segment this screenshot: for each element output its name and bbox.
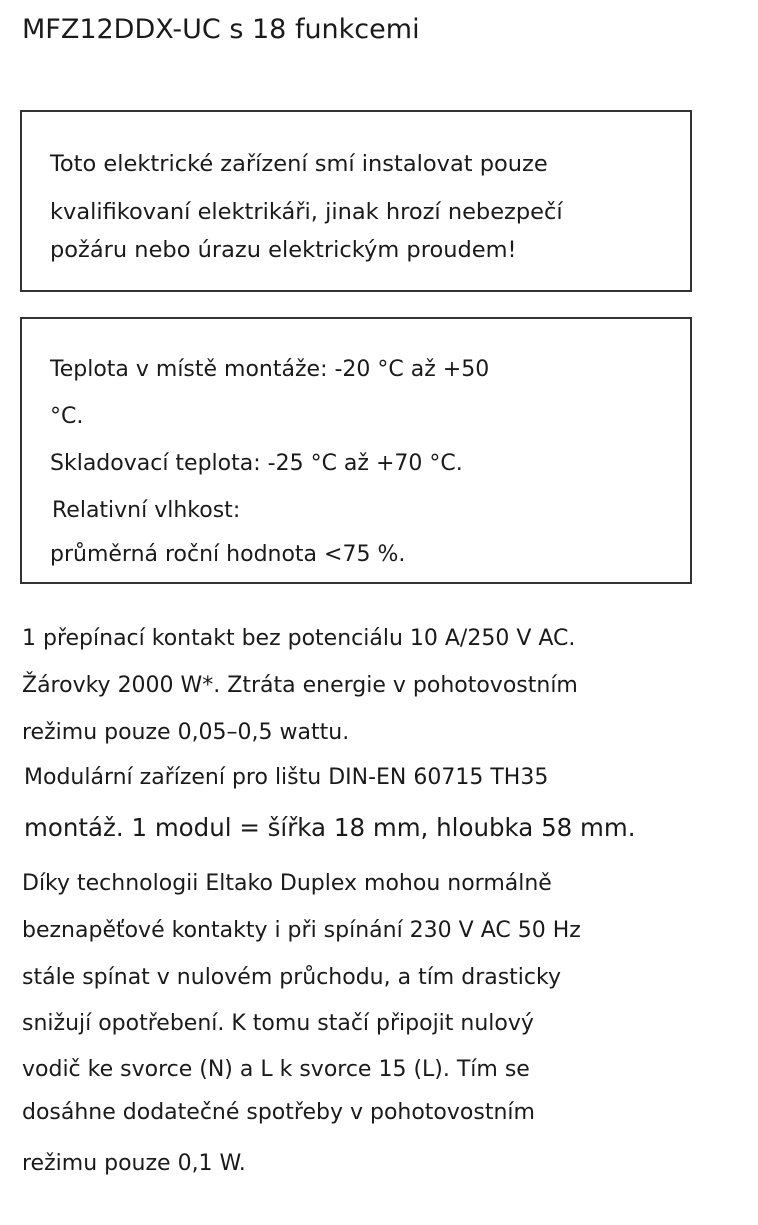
body-line: Modulární zařízení pro lištu DIN-EN 60715 TH35 — [24, 765, 549, 790]
conditions-line: Relativní vlhkost: — [52, 498, 241, 523]
warning-line: Toto elektrické zařízení smí instalovat pouze — [50, 151, 548, 177]
conditions-line: Skladovací teplota: -25 °C až +70 °C. — [50, 451, 463, 476]
warning-line: požáru nebo úrazu elektrickým proudem! — [50, 237, 517, 263]
body-line: stále spínat v nulovém průchodu, a tím drasticky — [22, 965, 561, 990]
body-line: Díky technologii Eltako Duplex mohou normálně — [22, 871, 552, 896]
body-line: vodič ke svorce (N) a L k svorce 15 (L). Tím se — [22, 1057, 530, 1082]
body-line: snižují opotřebení. K tomu stačí připojit nulový — [22, 1011, 534, 1036]
conditions-line: °C. — [50, 404, 84, 429]
body-line: beznapěťové kontakty i při spínání 230 V AC 50 Hz — [22, 918, 581, 943]
body-line: režimu pouze 0,05–0,5 wattu. — [22, 720, 350, 745]
conditions-line: Teplota v místě montáže: -20 °C až +50 — [50, 357, 490, 382]
warning-line: kvalifikovaní elektrikáři, jinak hrozí nebezpečí — [50, 199, 563, 225]
body-line: režimu pouze 0,1 W. — [22, 1151, 246, 1176]
body-line: 1 přepínací kontakt bez potenciálu 10 A/250 V AC. — [22, 626, 576, 651]
warning-box — [20, 110, 692, 292]
body-line: dosáhne dodatečné spotřeby v pohotovostním — [22, 1100, 535, 1125]
body-line: montáž. 1 modul = šířka 18 mm, hloubka 58 mm. — [24, 813, 636, 842]
page-title: MFZ12DDX-UC s 18 funkcemi — [22, 14, 420, 45]
body-line: Žárovky 2000 W*. Ztráta energie v pohotovostním — [22, 673, 578, 698]
conditions-box — [20, 317, 692, 584]
conditions-line: průměrná roční hodnota <75 %. — [50, 542, 406, 567]
